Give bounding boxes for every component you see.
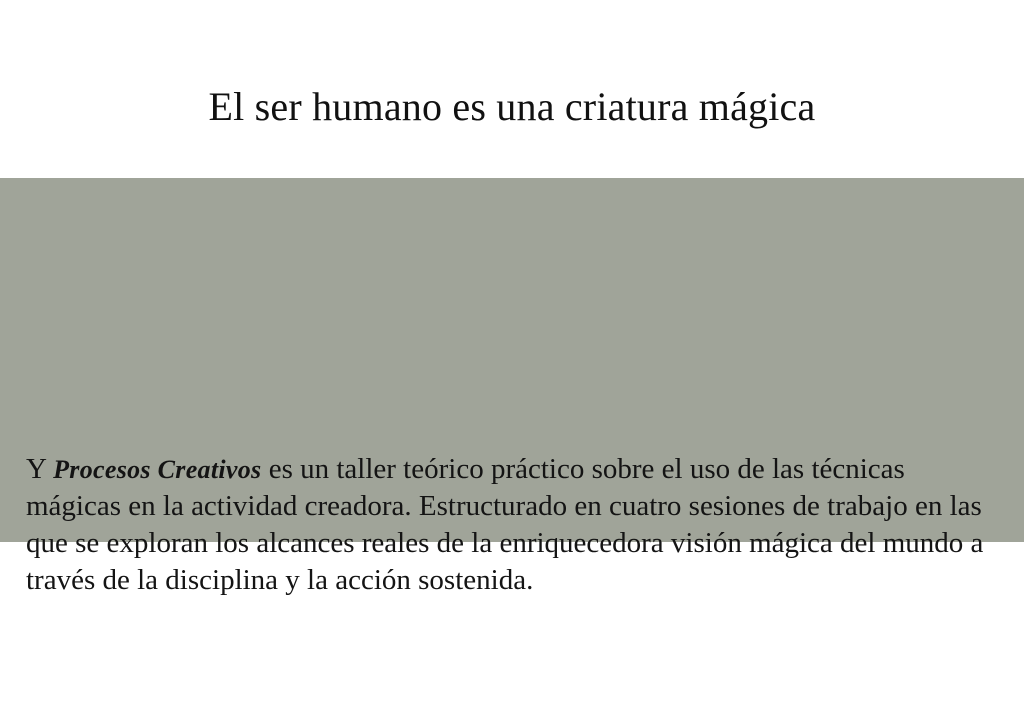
- body-lead-text: Y: [26, 453, 54, 485]
- body-band: [0, 178, 1024, 597]
- body-paragraph: [26, 451, 998, 599]
- body-rest-text: es un taller teórico práctico sobre el uso de las técnicas mágicas en la actividad creadora. Estructurado en cuatro sesiones de trabajo en las que se exploran los alcances reales de la enriquecedora visión mágica del mundo a través de la disciplina y la acción sostenida.: [26, 453, 984, 597]
- page-title: El ser humano es una criatura mágica: [208, 83, 816, 129]
- body-emphasis-text: Procesos Creativos: [53, 455, 262, 484]
